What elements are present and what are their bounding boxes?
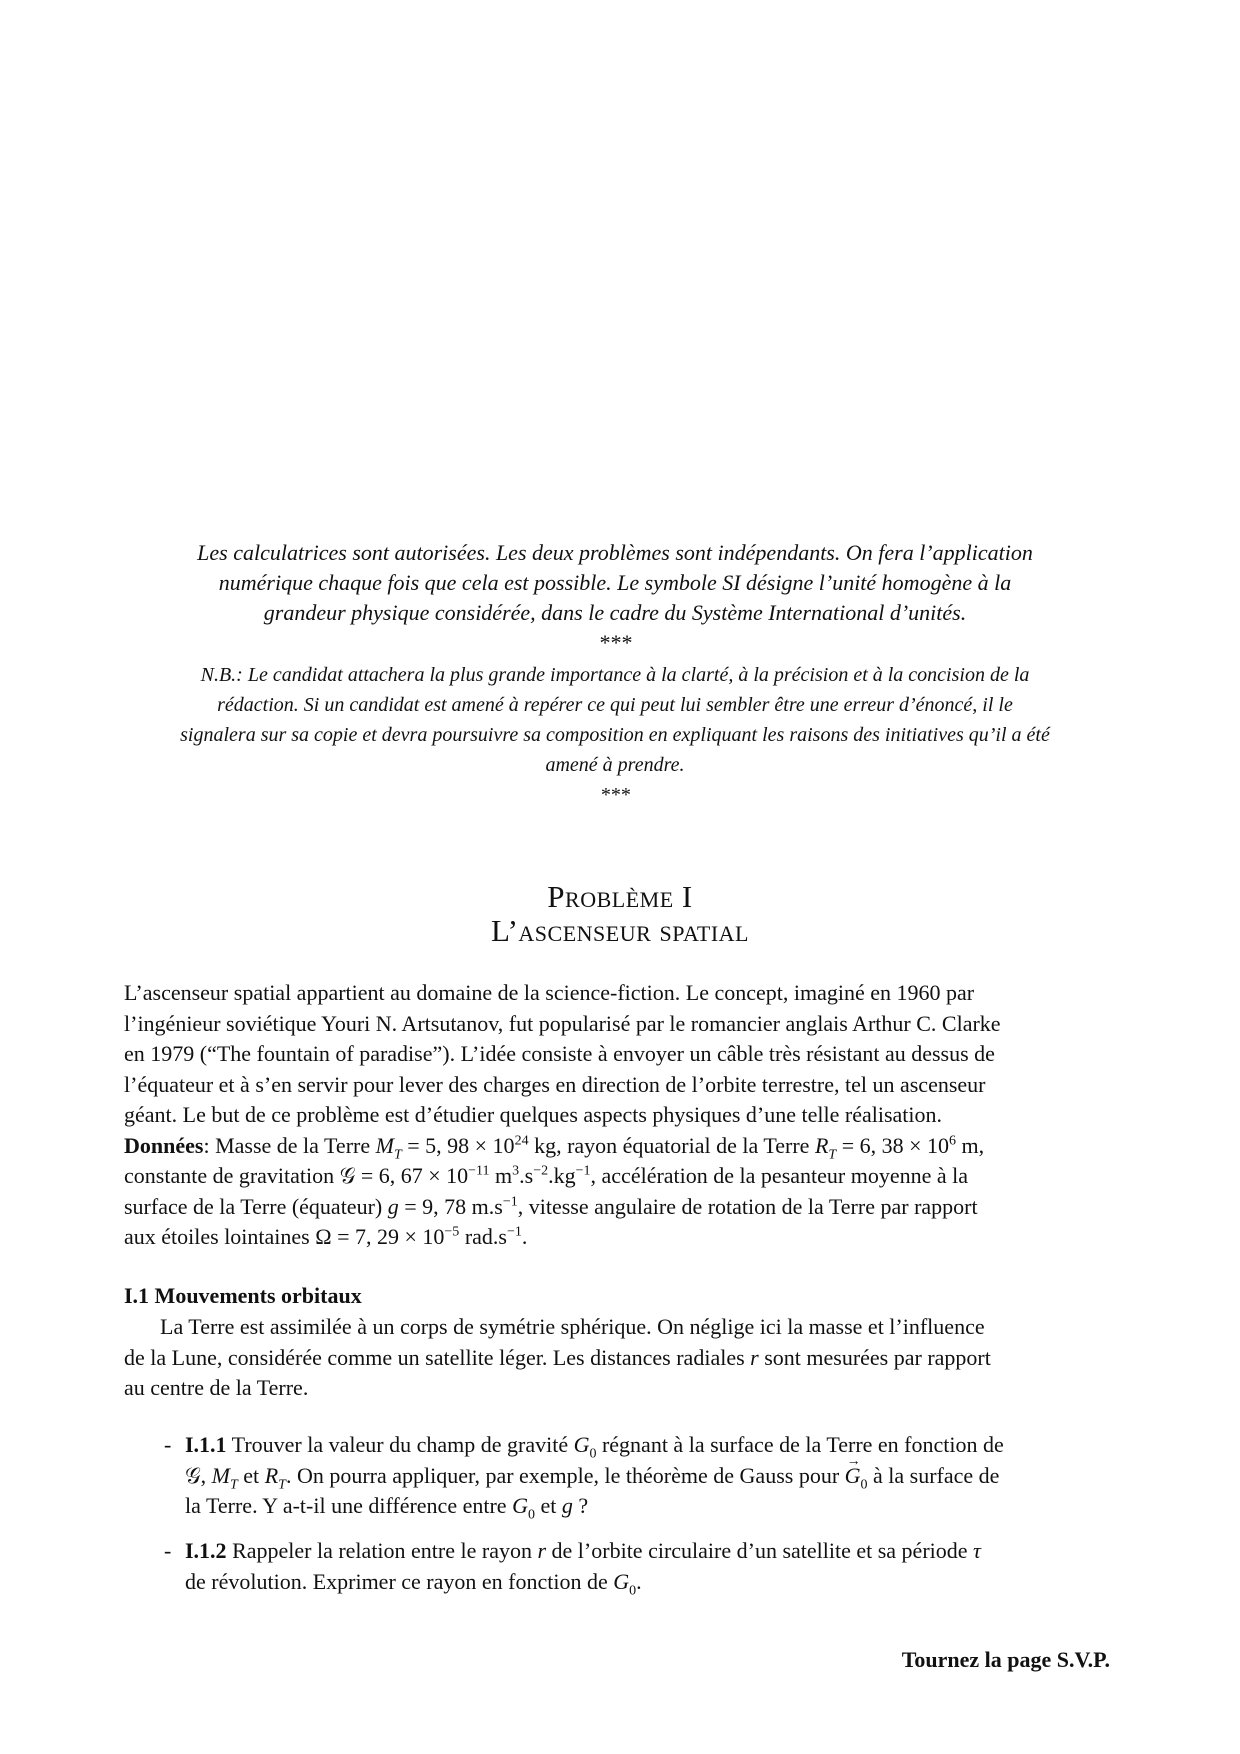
page-footer: Tournez la page S.V.P. — [901, 1647, 1110, 1672]
instructions-line: grandeur physique considérée, dans le cadre du Système International d’unités. — [263, 600, 967, 625]
nb-line: N.B.: Le candidat attachera la plus grande importance à la clarté, à la précision et à la concision de la — [200, 664, 1030, 686]
section-line: au centre de la Terre. — [124, 1375, 309, 1400]
instructions-line: numérique chaque fois que cela est possible. Le symbole SI désigne l’unité homogène à la — [218, 570, 1012, 595]
question-line: I.1.2 Rappeler la relation entre le rayon r de l’orbite circulaire d’un satellite et sa période τ — [185, 1538, 981, 1563]
vector-G0: → G — [845, 1461, 861, 1492]
section-paragraph — [124, 1312, 1110, 1404]
intro-line: en 1979 (“The fountain of paradise”). L’idée consiste à envoyer un câble très résistant au dessus de — [124, 1041, 995, 1066]
donnees-line-4: aux étoiles lointaines Ω = 7, $29 \times 10^{-5}$ $rad.s^{-1}$. — [124, 1224, 528, 1249]
list-dash: - — [164, 1538, 172, 1563]
separator-stars: *** — [598, 630, 632, 655]
question-line: 𝒢, $M_T$ et $R_T$. On pourra appliquer, par exemple, le théorème de Gauss pour → $G_0$ à la surface de — [185, 1461, 1110, 1492]
intro-line: géant. Le but de ce problème est d’étudier quelques aspects physiques d’une telle réalisation. — [124, 1102, 942, 1127]
question-number: I.1.2 — [185, 1538, 227, 1563]
question-1-2 — [164, 1536, 1110, 1597]
question-line: la Terre. Y a-t-il une différence entre $G_0$ et g ? — [185, 1493, 589, 1523]
list-dash: - — [164, 1432, 172, 1457]
nb-block — [120, 660, 1110, 810]
instructions-block — [120, 538, 1110, 658]
instructions-line: Les calculatrices sont autorisées. Les deux problèmes sont indépendants. On fera l’application — [197, 540, 1033, 565]
intro-line: l’ingénieur soviétique Youri N. Artsutanov, fut popularisé par le romancier anglais Arthur C. Clarke — [124, 1010, 1001, 1036]
question-number: I.1.1 — [185, 1432, 227, 1457]
problem-subtitle: L’ascenseur spatial — [490, 913, 749, 948]
question-line: de révolution. Exprimer ce rayon en fonction de $G_0$. — [185, 1568, 642, 1598]
question-1-1 — [164, 1430, 1110, 1522]
problem-title: Problème I — [547, 879, 693, 914]
question-line: I.1.1 Trouver la valeur du champ de gravité $G_0$ régnant à la surface de la Terre en fonction de — [185, 1432, 1004, 1462]
nb-line: signalera sur sa copie et devra poursuivre sa composition en expliquant les raisons des initiatives qu’il a été — [180, 724, 1050, 746]
donnees-line-1: Données: Masse de la Terre $M_T = 5$, $98 \times 10^{24}$ kg, rayon équatorial de la Terre $R_T = 6$, $38 \times 10^6$ m, — [124, 1132, 985, 1162]
intro-line: l’équateur et à s’en servir pour lever des charges en direction de l’orbite terrestre, tel un ascenseur — [124, 1071, 986, 1097]
section-line: de la Lune, considérée comme un satellite léger. Les distances radiales r sont mesurées par rapport — [124, 1344, 991, 1370]
donnees-label: Données — [124, 1132, 204, 1158]
section-title: I.1 Mouvements orbitaux — [124, 1283, 362, 1308]
intro-line: L’ascenseur spatial appartient au domaine de la science-fiction. Le concept, imaginé en 1960 par — [124, 980, 975, 1005]
intro-paragraph — [124, 978, 1110, 1253]
nb-line: rédaction. Si un candidat est amené à repérer ce qui peut lui sembler être une erreur d’énoncé, il le — [217, 694, 1013, 716]
nb-line: amené à prendre. — [545, 754, 685, 776]
separator-stars: *** — [600, 784, 630, 806]
donnees-line-2: constante de gravitation 𝒢 = 6, $67 \times 10^{-11}$ $m^3.s^{-2}.kg^{-1}$, accélération de la pesanteur moyenne à la — [124, 1163, 969, 1188]
section-line: La Terre est assimilée à un corps de symétrie sphérique. On néglige ici la masse et l’influence — [160, 1314, 985, 1339]
donnees-line-3: surface de la Terre (équateur) g = 9, 78 $m.s^{-1}$, vitesse angulaire de rotation de la Terre par rapport — [124, 1193, 978, 1219]
